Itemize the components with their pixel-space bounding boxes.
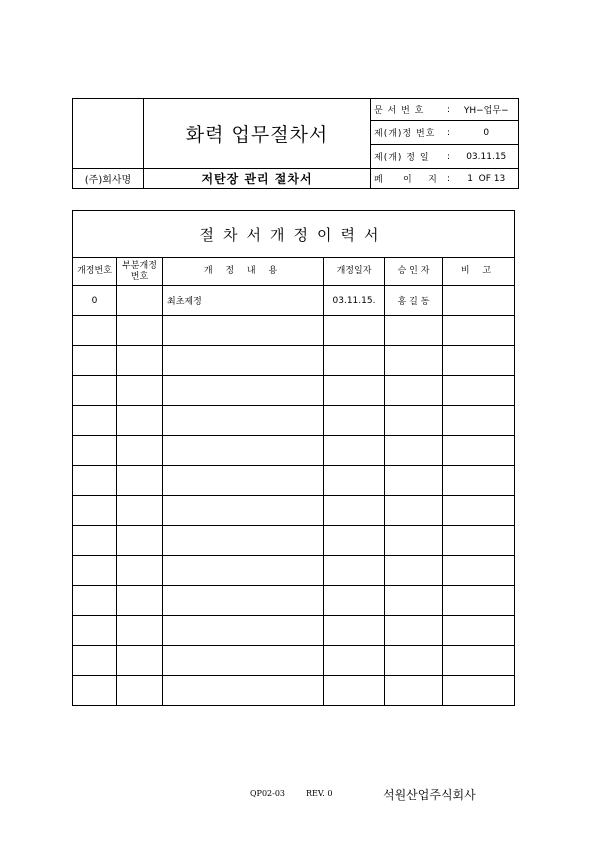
company-name-placeholder: (주)회사명 [73, 169, 144, 189]
table-cell [117, 676, 163, 706]
table-row [73, 676, 515, 706]
table-cell [117, 586, 163, 616]
table-cell: 최초제정 [163, 286, 324, 316]
table-cell [73, 616, 117, 646]
colon: : [443, 169, 455, 189]
column-header-revision-date: 개정일자 [324, 258, 385, 286]
table-cell [385, 346, 443, 376]
column-header-partial-revision-no: 부분개정 번호 [117, 258, 163, 286]
table-cell [324, 556, 385, 586]
revision-history-table [72, 210, 515, 706]
table-cell [117, 496, 163, 526]
table-cell [443, 676, 515, 706]
table-cell [324, 586, 385, 616]
colon: : [443, 145, 455, 169]
table-cell [385, 616, 443, 646]
column-header-revision-no: 개정번호 [73, 258, 117, 286]
table-cell [73, 466, 117, 496]
column-header-remarks: 비 고 [443, 258, 515, 286]
table-cell [385, 646, 443, 676]
table-cell [117, 646, 163, 676]
table-cell [443, 346, 515, 376]
table-row [73, 526, 515, 556]
table-cell [385, 526, 443, 556]
table-cell [385, 376, 443, 406]
table-cell [163, 586, 324, 616]
table-cell [73, 526, 117, 556]
page-label: 페 이 지 [371, 169, 443, 189]
form-revision: REV. 0 [306, 789, 333, 798]
table-cell [324, 376, 385, 406]
table-cell [163, 316, 324, 346]
table-row [73, 556, 515, 586]
revision-date-value: 03.11.15 [455, 145, 519, 169]
revision-number-label: 제(개)정 번호 [371, 121, 443, 145]
table-cell [163, 526, 324, 556]
table-cell [117, 556, 163, 586]
table-cell [443, 556, 515, 586]
table-cell [324, 436, 385, 466]
footer-company-name: 석원산업주식회사 [383, 788, 476, 802]
table-cell: 홍 길 동 [385, 286, 443, 316]
table-cell [73, 316, 117, 346]
table-cell [117, 436, 163, 466]
table-cell [163, 556, 324, 586]
table-row [73, 406, 515, 436]
table-cell [73, 556, 117, 586]
table-cell [117, 286, 163, 316]
table-cell [324, 646, 385, 676]
table-cell [163, 616, 324, 646]
column-header-revision-content: 개 정 내 용 [163, 258, 324, 286]
table-cell [73, 676, 117, 706]
document-header [72, 98, 519, 189]
table-cell [117, 526, 163, 556]
table-cell [73, 406, 117, 436]
table-cell [117, 376, 163, 406]
document-subtitle: 저탄장 관리 절차서 [144, 169, 371, 189]
table-cell [163, 676, 324, 706]
table-cell [163, 346, 324, 376]
table-cell [385, 556, 443, 586]
table-cell [73, 496, 117, 526]
document-title: 화력 업무절차서 [144, 99, 371, 169]
table-cell [443, 586, 515, 616]
colon: : [443, 121, 455, 145]
form-code: QP02-03 [250, 789, 286, 798]
company-logo-area [73, 99, 144, 169]
table-cell [73, 436, 117, 466]
table-row [73, 466, 515, 496]
table-cell [443, 376, 515, 406]
table-row [73, 496, 515, 526]
table-cell [117, 466, 163, 496]
table-cell [163, 376, 324, 406]
table-cell [443, 316, 515, 346]
table-cell [443, 496, 515, 526]
table-row [73, 616, 515, 646]
table-cell [73, 646, 117, 676]
table-cell [443, 286, 515, 316]
doc-number-label: 문 서 번 호 [371, 99, 443, 121]
table-cell [324, 346, 385, 376]
table-cell [117, 316, 163, 346]
table-cell [324, 496, 385, 526]
table-cell [163, 406, 324, 436]
revision-date-label: 제(개) 정 일 [371, 145, 443, 169]
table-cell [385, 406, 443, 436]
table-row [73, 376, 515, 406]
table-cell [443, 406, 515, 436]
table-row [73, 316, 515, 346]
table-cell [324, 526, 385, 556]
table-cell [385, 496, 443, 526]
table-cell [73, 586, 117, 616]
table-cell [385, 436, 443, 466]
table-cell [163, 436, 324, 466]
table-cell [163, 646, 324, 676]
table-cell [443, 646, 515, 676]
table-cell [117, 616, 163, 646]
table-cell [443, 616, 515, 646]
table-cell [117, 346, 163, 376]
table-cell [385, 316, 443, 346]
column-header-approver: 승 인 자 [385, 258, 443, 286]
table-cell [443, 436, 515, 466]
table-cell [73, 346, 117, 376]
table-cell [385, 676, 443, 706]
colon: : [443, 99, 455, 121]
table-cell [385, 586, 443, 616]
table-cell [73, 376, 117, 406]
table-cell [443, 466, 515, 496]
table-cell [324, 616, 385, 646]
table-row [73, 436, 515, 466]
table-row [73, 646, 515, 676]
table-cell [163, 496, 324, 526]
table-row [73, 586, 515, 616]
revision-number-value: 0 [455, 121, 519, 145]
page-value: 1 OF 13 [455, 169, 519, 189]
table-cell [324, 316, 385, 346]
table-cell [324, 406, 385, 436]
table-cell [324, 466, 385, 496]
revision-history-body [73, 286, 515, 706]
table-cell [443, 526, 515, 556]
table-cell: 0 [73, 286, 117, 316]
table-cell [385, 466, 443, 496]
table-row [73, 286, 515, 316]
table-cell [163, 466, 324, 496]
table-cell [117, 406, 163, 436]
revision-history-title: 절차서개정이력서 [73, 211, 515, 258]
table-cell: 03.11.15. [324, 286, 385, 316]
table-cell [324, 676, 385, 706]
table-row [73, 346, 515, 376]
doc-number-value: YH−업무− [455, 99, 519, 121]
